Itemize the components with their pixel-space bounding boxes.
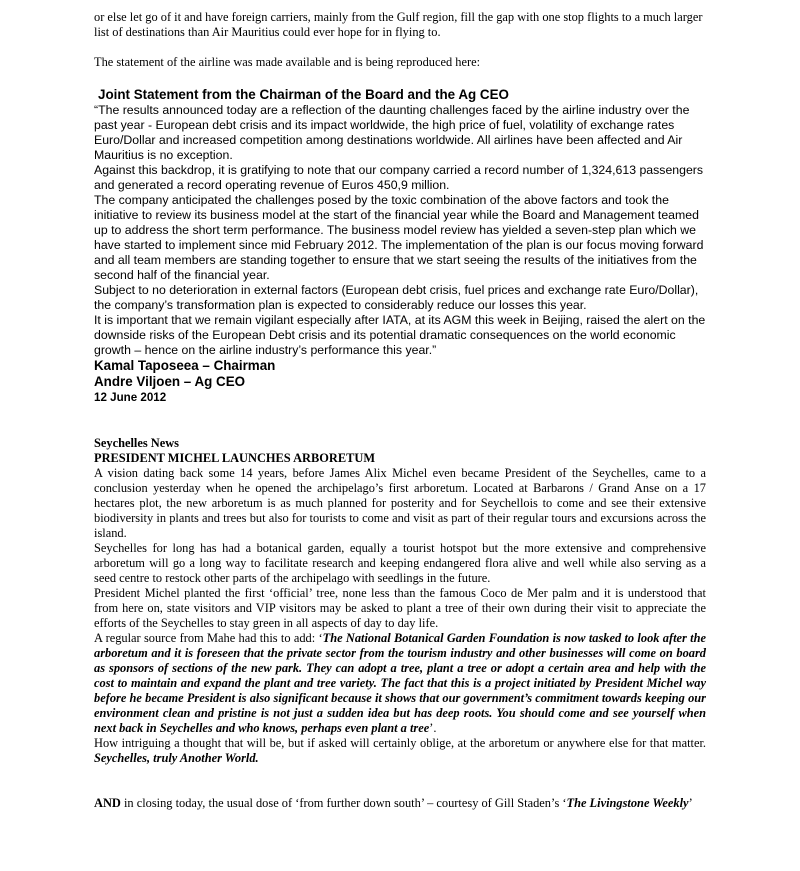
quote-end: ’. — [429, 721, 437, 735]
joint-statement-paragraph: The company anticipated the challenges posed by the toxic combination of the above factors and took the initiative to review its business model at the start of the financial year while the Board and Management teamed up to address the short term performance. The business model review has yielded a seven-step plan which we have started to implement since mid February 2012. The implementation of the plan is our focus moving forward and all team members are standing together to ensure that we start seeing the results of the initiatives from the second half of the financial year. — [94, 193, 704, 282]
article-paragraph — [94, 736, 706, 766]
tagline: Seychelles, truly Another World. — [94, 751, 259, 765]
article-quote-paragraph — [94, 631, 706, 736]
article-paragraph: President Michel planted the first ‘official’ tree, none less than the famous Coco de Mer palm and it is understood that from here on, state visitors and VIP visitors may be asked to plant a tree of their own during their visit to appreciate the efforts of the Seychelles to stay green in all aspects of day to day life. — [94, 586, 706, 630]
quote-text: The National Botanical Garden Foundation is now tasked to look after the arboretum and it is foreseen that the private sector from the tourism industry and other businesses will come on board as sponsors of sections of the new park. They can adopt a tree, plant a tree or adopt a certain area and help with the cost to maintain and expand the plant and tree variety. The fact that this is a project initiated by President Michel way before he became President is also significant because it shows that our government’s commitment towards keeping our environment clean and pristine is not just a sudden idea but has deep roots. You should come and see yourself when next back in Seychelles and who knows, perhaps even plant a tree — [94, 631, 706, 735]
closing-end: ’ — [688, 796, 693, 810]
closing-text: in closing today, the usual dose of ‘from further down south’ – courtesy of Gill Staden’s ‘ — [120, 796, 567, 810]
publication-name: The Livingstone Weekly — [566, 796, 689, 810]
section-heading: Seychelles News — [94, 436, 179, 450]
quote-lead: A regular source from Mahe had this to add: ‘ — [94, 631, 323, 645]
signatory-ceo: Andre Viljoen – Ag CEO — [94, 374, 246, 389]
seychelles-article — [94, 436, 706, 766]
joint-statement-paragraph: “The results announced today are a reflection of the daunting challenges faced by the airline industry over the past year - European debt crisis and its impact worldwide, the high price of fuel, volatility of exchange rates Euro/Dollar and increased competition among destinations worldwide. All airlines have been affected and Air Mauritius is no exception. — [94, 103, 690, 162]
closing-paragraph — [94, 796, 706, 811]
closing-remark: How intriguing a thought that will be, but if asked will certainly oblige, at the arboretum or anywhere else for that matter. — [94, 736, 706, 750]
closing-and: AND — [94, 796, 121, 810]
joint-statement-title: Joint Statement from the Chairman of the Board and the Ag CEO — [98, 87, 509, 102]
intro-statement-note: The statement of the airline was made available and is being reproduced here: — [94, 55, 481, 69]
joint-statement-paragraph: Against this backdrop, it is gratifying to note that our company carried a record number of 1,324,613 passengers and generated a record operating revenue of Euros 450,9 million. — [94, 163, 704, 192]
article-paragraph: A vision dating back some 14 years, before James Alix Michel even became President of the Seychelles, came to a conclusion yesterday when he opened the archipelago’s first arboretum. Located at Barbarons / Grand Anse on a 17 hectares plot, the new arboretum is as much planned for posterity and for Seychellois to come and see their extensive biodiversity in plants and trees but also for tourists to come and visit as part of their regular tours and excursions across the island. — [94, 466, 706, 540]
joint-statement-paragraph: It is important that we remain vigilant especially after IATA, at its AGM this week in Beijing, raised the alert on the downside risks of the European Debt crisis and its potential dramatic consequences on the world economic growth – hence on the airline industry’s performance this year.” — [94, 313, 706, 357]
signatory-chairman: Kamal Taposeea – Chairman — [94, 358, 276, 373]
statement-date: 12 June 2012 — [94, 391, 167, 404]
article-paragraph: Seychelles for long has had a botanical garden, equally a tourist hotspot but the more extensive and comprehensive arboretum will go a long way to facilitate research and keeping endangered flora alive and well while also serving as a seed centre to restock other parts of the archipelago with seedlings in the future. — [94, 541, 706, 585]
intro-paragraph: or else let go of it and have foreign carriers, mainly from the Gulf region, fill the gap with one stop flights to a much larger list of destinations than Air Mauritius could ever hope for in flying to. — [94, 10, 703, 39]
joint-statement — [94, 87, 706, 405]
joint-statement-paragraph: Subject to no deterioration in external factors (European debt crisis, fuel prices and exchange rate Euro/Dollar), the company’s transformation plan is expected to considerably reduce our losses this year. — [94, 283, 699, 312]
article-headline: PRESIDENT MICHEL LAUNCHES ARBORETUM — [94, 451, 376, 465]
document-page — [94, 10, 706, 811]
